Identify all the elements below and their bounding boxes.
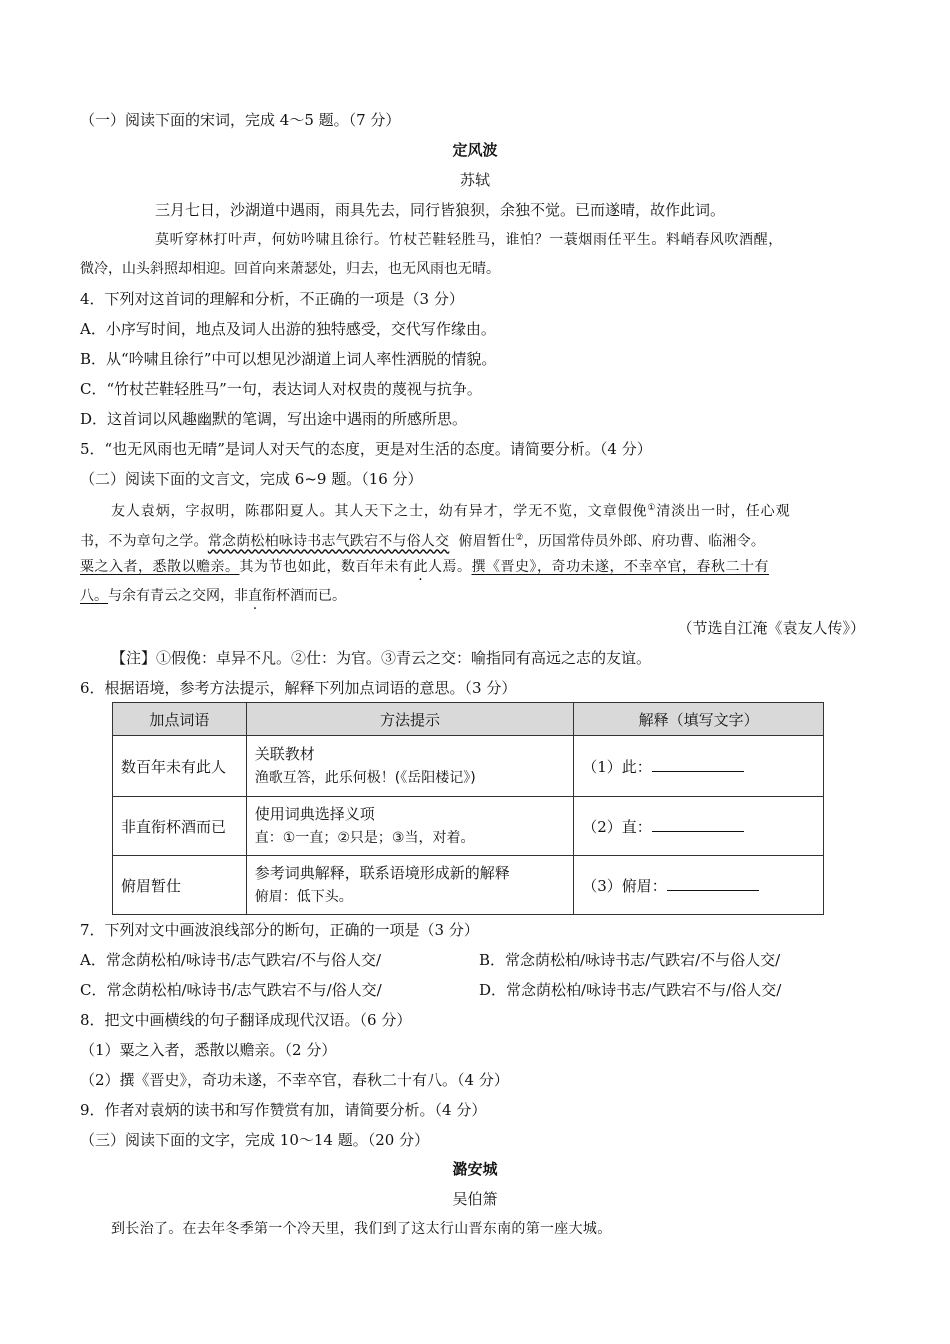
- question-7-option-b: B．常念荫松柏/咏诗书志/气跌宕/不与俗人交/: [479, 951, 781, 969]
- footnote-marker-1: ①: [647, 503, 657, 513]
- hint-detail: 俯眉：低下头。: [254, 889, 353, 905]
- passage-text: 俯眉暂仕: [458, 533, 516, 550]
- table-cell-word: 数百年未有此人: [113, 736, 247, 797]
- answer-blank-1[interactable]: [652, 757, 744, 772]
- question-7-option-a: A．常念荫松柏/咏诗书/志气跌宕/不与俗人交/: [80, 951, 382, 969]
- answer-label: （1）此：: [582, 757, 652, 776]
- section2-heading: （二）阅读下面的文言文，完成 6~9 题。（16 分）: [80, 470, 423, 488]
- table-cell-answer: [574, 736, 824, 797]
- passage-text: 其为节也如此，数百年未有: [239, 559, 414, 575]
- question-9: 9．作者对袁炳的读书和写作赞赏有加，请简要分析。（4 分）: [80, 1101, 487, 1119]
- question-4-option-a: A．小序写时间，地点及词人出游的独特感受，交代写作缘由。: [80, 320, 496, 338]
- passage-note: 【注】①假俛：卓异不凡。②仕：为官。③青云之交：喻指同有高远之志的友谊。: [111, 649, 652, 667]
- answer-label: （3）俯眉：: [582, 876, 667, 895]
- poem-title: 定风波: [452, 141, 498, 159]
- table-cell-hint: [246, 797, 573, 856]
- passage-line-2: [80, 527, 765, 553]
- answer-blank-2[interactable]: [652, 817, 744, 832]
- passage-text: 衔杯酒而已。: [262, 588, 346, 604]
- question-8: 8．把文中画横线的句子翻译成现代汉语。（6 分）: [80, 1011, 412, 1029]
- answer-label: （2）直：: [582, 817, 652, 836]
- question-7-option-d: D．常念荫松柏/咏诗书志/气跌宕不与/俗人交/: [479, 981, 782, 999]
- poem-line-1: 莫听穿林打叶声，何妨吟啸且徐行。竹杖芒鞋轻胜马，谁怕？一蓑烟雨任平生。料峭春风吹酒醒，: [155, 232, 783, 248]
- table-header: 加点词语: [113, 703, 247, 736]
- question-4-option-c: C．“竹杖芒鞋轻胜马”一句，表达词人对权贵的蔑视与抗争。: [80, 380, 482, 398]
- question-5: 5．“也无风雨也无晴”是词人对天气的态度，更是对生活的态度。请简要分析。（4 分）: [80, 440, 652, 458]
- table-row: [113, 736, 824, 797]
- passage-text: 友人袁炳，字叔明，陈郡阳夏人。其人天下之士，幼有异才，学无不览，文章假俛: [111, 503, 648, 520]
- section1-heading: （一）阅读下面的宋词，完成 4～5 题。（7 分）: [80, 111, 401, 129]
- section3-heading: （三）阅读下面的文字，完成 10～14 题。（20 分）: [80, 1131, 430, 1149]
- question-6-table: [112, 702, 824, 915]
- article-title: 潞安城: [452, 1160, 498, 1178]
- underlined-sentence-2-end: 八。: [80, 588, 108, 604]
- hint-detail: 直：①一直；②只是；③当，对着。: [254, 830, 475, 846]
- wavy-underlined-sentence: 常念荫松柏咏诗书志气跌宕不与俗人交: [207, 533, 450, 550]
- table-header: 方法提示: [246, 703, 573, 736]
- dotted-word-ci: 此: [413, 559, 428, 575]
- footnote-marker-2: ②: [515, 533, 524, 543]
- answer-blank-3[interactable]: [667, 876, 759, 891]
- dotted-word-zhi: 直: [248, 588, 262, 604]
- passage-line-3: [80, 556, 769, 578]
- question-4-option-d: D．这首词以风趣幽默的笔调，写出途中遇雨的所感所思。: [80, 410, 468, 428]
- passage-line-1: [111, 497, 790, 523]
- table-header-row: [113, 703, 824, 736]
- passage-text: ，历国常侍员外郎、府功曹、临湘令。: [523, 533, 766, 550]
- question-8-part-2: （2）撰《晋史》，奇功未遂，不幸卒官，春秋二十有八。（4 分）: [80, 1071, 509, 1089]
- poem-author: 苏轼: [459, 171, 490, 189]
- table-cell-word: 非直衔杯酒而已: [113, 797, 247, 856]
- passage-text: 人焉。: [428, 559, 472, 575]
- table-row: [113, 797, 824, 856]
- hint-detail: 渔歌互答，此乐何极！(《岳阳楼记》): [254, 770, 476, 786]
- hint-method: 参考词典解释，联系语境形成新的解释: [254, 864, 510, 882]
- table-cell-answer: [574, 856, 824, 915]
- poem-line-2: 微冷，山头斜照却相迎。回首向来萧瑟处，归去，也无风雨也无晴。: [80, 261, 500, 277]
- table-header: 解释（填写文字）: [574, 703, 824, 736]
- passage-text: 与余有青云之交网，非: [108, 588, 248, 604]
- passage-line-4: [80, 585, 346, 607]
- table-cell-hint: [246, 856, 573, 915]
- article-paragraph-1: 到长治了。在去年冬季第一个冷天里，我们到了这太行山晋东南的第一座大城。: [111, 1221, 612, 1237]
- passage-text: 书，不为章句之学。: [80, 533, 208, 550]
- underlined-sentence-1: 粟之入者，悉散以赡亲。: [80, 559, 240, 575]
- question-4-option-b: B．从“吟啸且徐行”中可以想见沙湖道上词人率性洒脱的情貌。: [80, 350, 497, 368]
- table-cell-answer: [574, 797, 824, 856]
- question-7-option-c: C．常念荫松柏/咏诗书/志气跌宕不与/俗人交/: [80, 981, 382, 999]
- table-cell-word: 俯眉暂仕: [113, 856, 247, 915]
- question-7: 7．下列对文中画波浪线部分的断句，正确的一项是（3 分）: [80, 921, 479, 939]
- article-author: 吴伯箫: [452, 1190, 498, 1208]
- question-8-part-1: （1）粟之入者，悉散以赡亲。（2 分）: [80, 1041, 337, 1059]
- underlined-sentence-2: 撰《晋史》，奇功未遂，不幸卒官，春秋二十有: [471, 559, 769, 575]
- passage-text: 清淡出一时，任心观: [656, 503, 791, 520]
- poem-preface: 三月七日，沙湖道中遇雨，雨具先去，同行皆狼狈，余独不觉。已而遂晴，故作此词。: [155, 201, 726, 219]
- passage-source: （节选自江淹《袁友人传》）: [677, 619, 865, 637]
- question-4: 4．下列对这首词的理解和分析，不正确的一项是（3 分）: [80, 290, 464, 308]
- hint-method: 使用词典选择义项: [254, 805, 375, 823]
- hint-method: 关联教材: [254, 745, 315, 763]
- question-6: 6．根据语境，参考方法提示，解释下列加点词语的意思。（3 分）: [80, 679, 517, 697]
- table-row: [113, 856, 824, 915]
- table-cell-hint: [246, 736, 573, 797]
